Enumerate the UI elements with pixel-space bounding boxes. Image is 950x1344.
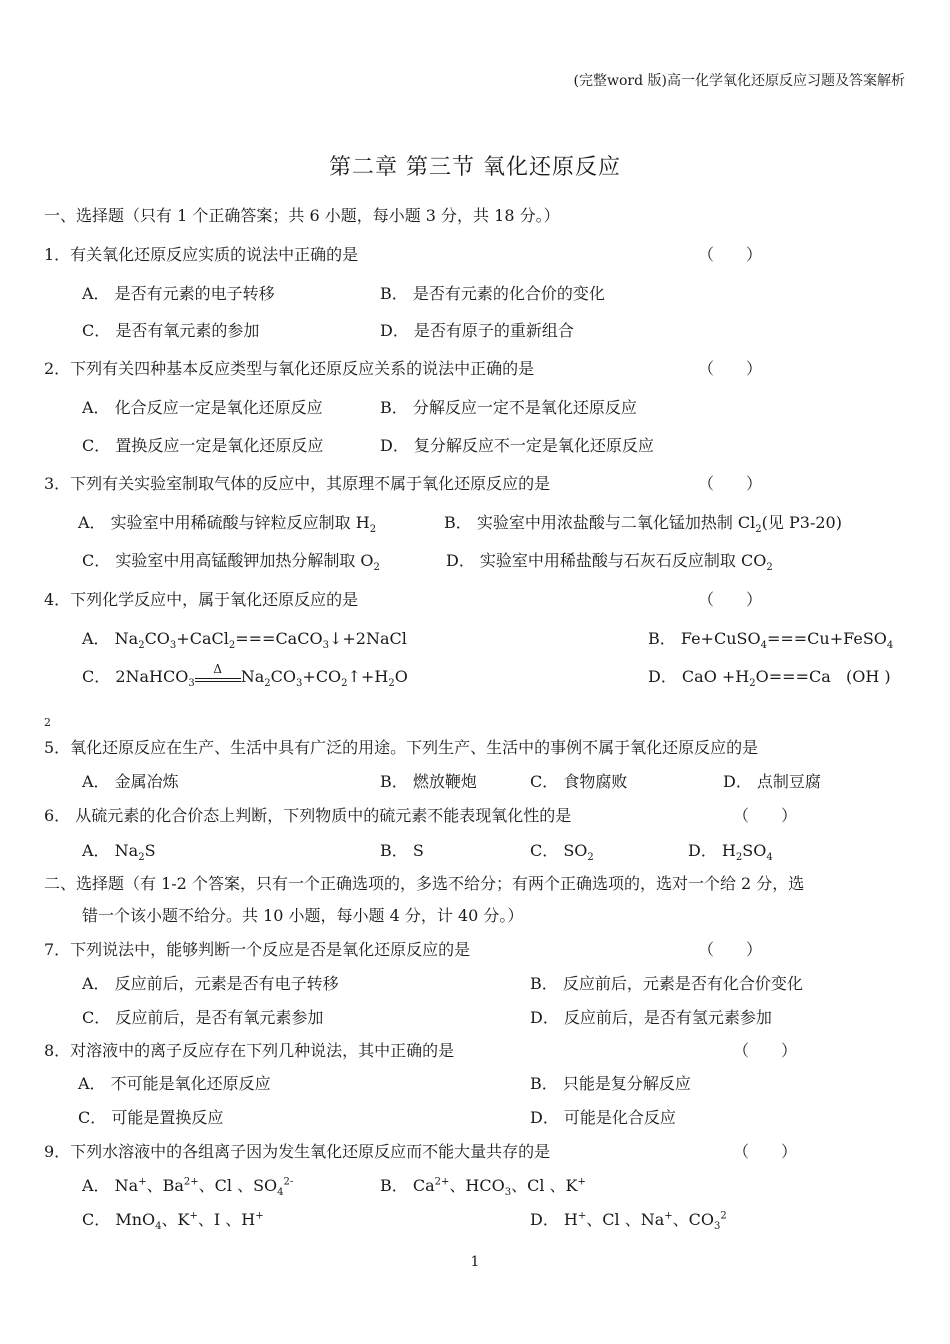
- q4-option-a: A． $Na_2CO_3+CaCl_2===CaCO_3↓+2NaCl$: [82, 629, 407, 652]
- q1-option-d: D． 是否有原子的重新组合: [380, 321, 574, 340]
- q9-option-b: B． $Ca^{2+}$、$HCO_3$、Cl 、K+: [380, 1176, 586, 1199]
- q3-option-a: A． 实验室中用稀硫酸与锌粒反应制取 $H_2$: [78, 513, 377, 536]
- q8-option-c: C． 可能是置换反应: [78, 1108, 224, 1127]
- answer-blank: （ ）: [698, 359, 763, 378]
- q9-option-c: C． MnO$_4$、K+、I 、H+: [82, 1210, 264, 1233]
- question-3-stem: 3．下列有关实验室制取气体的反应中，其原理不属于氧化还原反应的是: [44, 474, 551, 493]
- q3-option-b: B． 实验室中用浓盐酸与二氧化锰加热制 $Cl_2$(见 P3-20): [444, 513, 842, 536]
- q2-option-d: D． 复分解反应不一定是氧化还原反应: [380, 436, 654, 455]
- q4-option-d: D． CaO $+H_2O===Ca$ (OH ): [648, 667, 891, 690]
- q5-option-d: D． 点制豆腐: [723, 772, 821, 791]
- q4-option-b: B． Fe+CuSO$_4$===Cu+FeSO$_4$: [648, 629, 894, 652]
- question-9-stem: 9．下列水溶液中的各组离子因为发生氧化还原反应而不能大量共存的是: [44, 1142, 551, 1161]
- section-2-heading: 二、选择题（有 1-2 个答案，只有一个正确选项的，多选不给分；有两个正确选项的，选对一个给 2 分，选: [44, 874, 805, 893]
- q2-option-c: C． 置换反应一定是氧化还原反应: [82, 436, 324, 455]
- answer-blank: （ ）: [698, 245, 763, 264]
- q4-option-c: C． 2NaHCO$_3$ Δ $Na_2CO_3+CO_2↑+H_2O$: [82, 662, 408, 690]
- question-2-stem: 2．下列有关四种基本反应类型与氧化还原反应关系的说法中正确的是: [44, 359, 535, 378]
- q6-option-c: C． $SO_2$: [530, 841, 594, 864]
- answer-blank: （ ）: [698, 940, 763, 959]
- section-1-heading: 一、选择题（只有 1 个正确答案；共 6 小题，每小题 3 分，共 18 分。）: [44, 206, 560, 225]
- q8-option-a: A． 不可能是氧化还原反应: [78, 1074, 271, 1093]
- q6-option-d: D． $H_2SO_4$: [688, 841, 773, 864]
- answer-blank: （ ）: [698, 590, 763, 609]
- q7-option-d: D． 反应前后，是否有氢元素参加: [530, 1008, 772, 1027]
- q7-option-b: B． 反应前后，元素是否有化合价变化: [530, 974, 803, 993]
- q7-option-a: A． 反应前后，元素是否有电子转移: [82, 974, 339, 993]
- q7-option-c: C． 反应前后，是否有氧元素参加: [82, 1008, 324, 1027]
- q3-option-d: D． 实验室中用稀盐酸与石灰石反应制取 $CO_2$: [446, 551, 773, 574]
- q8-option-b: B． 只能是复分解反应: [530, 1074, 691, 1093]
- page-title: 第二章 第三节 氧化还原反应: [329, 155, 621, 180]
- q2-option-a: A． 化合反应一定是氧化还原反应: [82, 398, 323, 417]
- q3-option-c: C． 实验室中用高锰酸钾加热分解制取 $O_2$: [82, 551, 380, 574]
- q1-option-c: C． 是否有氧元素的参加: [82, 321, 260, 340]
- question-7-stem: 7．下列说法中，能够判断一个反应是否是氧化还原反应的是: [44, 940, 471, 959]
- q4-option-d-subscript: 2: [44, 716, 51, 729]
- section-2-heading-cont: 错一个该小题不给分。共 10 小题，每小题 4 分，计 40 分。）: [82, 906, 524, 925]
- q5-option-c: C． 食物腐败: [530, 772, 628, 791]
- q5-option-b: B． 燃放鞭炮: [380, 772, 477, 791]
- question-5-stem: 5．氧化还原反应在生产、生活中具有广泛的用途。下列生产、生活中的事例不属于氧化还原反应的是: [44, 738, 759, 757]
- q8-option-d: D． 可能是化合反应: [530, 1108, 676, 1127]
- question-8-stem: 8．对溶液中的离子反应存在下列几种说法，其中正确的是: [44, 1041, 455, 1060]
- q9-option-a: A． Na+、$Ba^{2+}$、Cl 、$SO_4^{2-}$: [82, 1176, 294, 1199]
- q5-option-a: A． 金属冶炼: [82, 772, 179, 791]
- q2-option-b: B． 分解反应一定不是氧化还原反应: [380, 398, 637, 417]
- answer-blank: （ ）: [733, 1142, 798, 1161]
- page-number: 1: [470, 1254, 480, 1270]
- q6-option-b: B． S: [380, 841, 424, 860]
- answer-blank: （ ）: [698, 474, 763, 493]
- answer-blank: （ ）: [733, 806, 798, 825]
- q1-option-b: B． 是否有元素的化合价的变化: [380, 284, 605, 303]
- question-6-stem: 6． 从硫元素的化合价态上判断，下列物质中的硫元素不能表现氧化性的是: [44, 806, 572, 825]
- page-header: (完整word 版)高一化学氧化还原反应习题及答案解析: [573, 73, 905, 89]
- q1-option-a: A． 是否有元素的电子转移: [82, 284, 275, 303]
- question-1-stem: 1．有关氧化还原反应实质的说法中正确的是: [44, 245, 359, 264]
- heat-condition: Δ: [195, 670, 241, 682]
- q9-option-d: D． H+、Cl 、Na+、$CO_3^2$: [530, 1210, 727, 1233]
- answer-blank: （ ）: [733, 1041, 798, 1060]
- question-4-stem: 4．下列化学反应中，属于氧化还原反应的是: [44, 590, 359, 609]
- q6-option-a: A． $Na_2S$: [82, 841, 156, 864]
